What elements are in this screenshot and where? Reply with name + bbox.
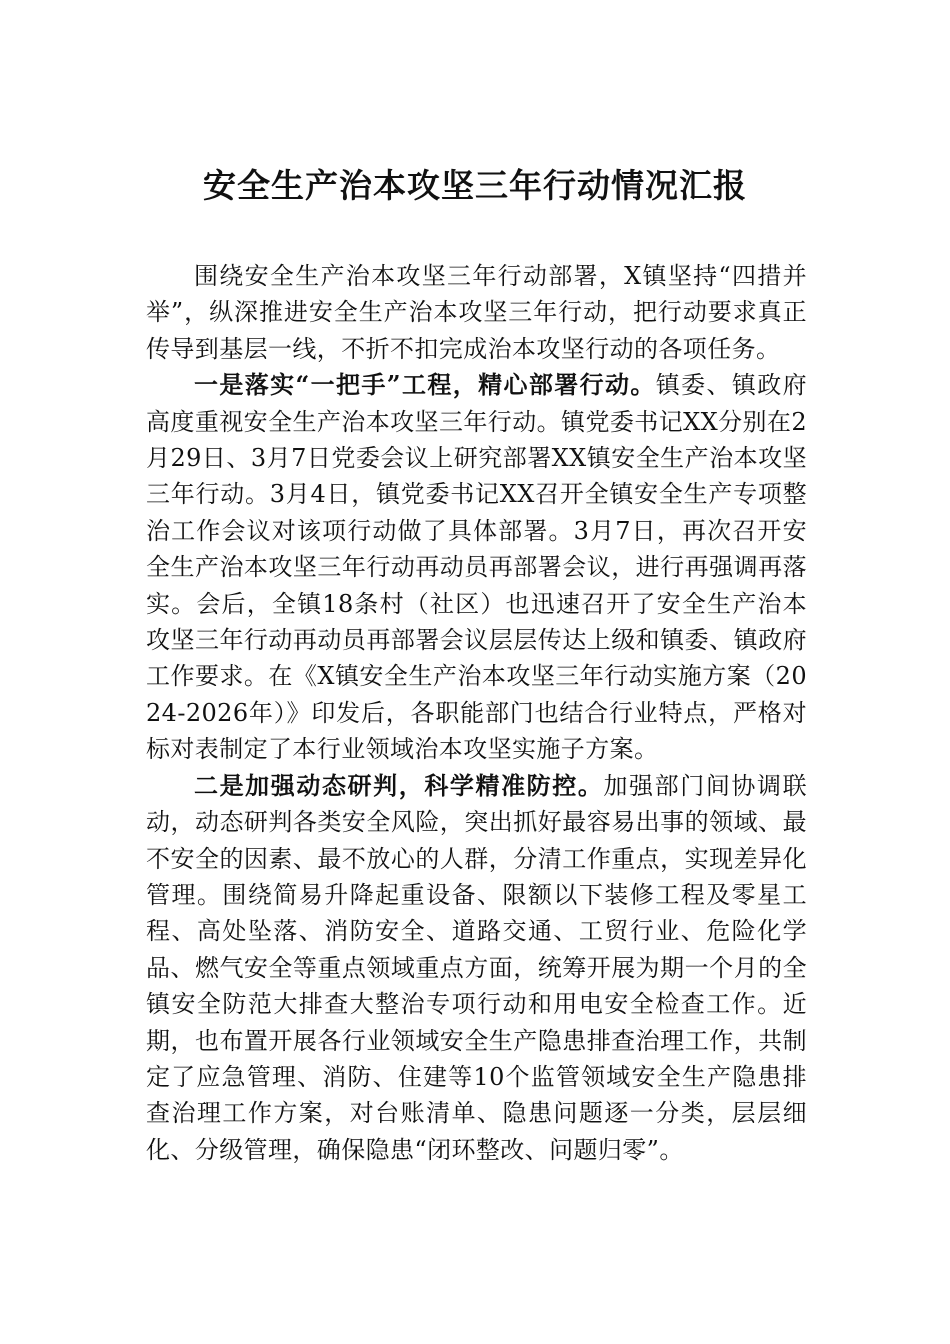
section-paragraph-2 xyxy=(146,768,807,1168)
section-paragraph-1 xyxy=(146,367,807,767)
document-body xyxy=(146,258,807,1168)
document-title: 安全生产治本攻坚三年行动情况汇报 xyxy=(203,166,747,205)
section-heading-1: 一是落实“一把手”工程，精心部署行动。 xyxy=(194,370,656,400)
section-text-2: 加强部门间协调联动，动态研判各类安全风险，突出抓好最容易出事的领域、最不安全的因素、最不放心的人群，分清工作重点，实现差异化管理。围绕简易升降起重设备、限额以下装修工程及零星工程、高处坠落、消防安全、道路交通、工贸行业、危险化学品、燃气安全等重点领域重点方面，统筹开展为期一个月的全镇安全防范大排查大整治专项行动和用电安全检查工作。近期，也布置开展各行业领域安全生产隐患排查治理工作，共制定了应急管理、消防、住建等10个监管领域安全生产隐患排查治理工作方案，对台账清单、隐患问题逐一分类，层层细化、分级管理，确保隐患“闭环整改、问题归零”。 xyxy=(146,771,807,1164)
section-heading-2: 二是加强动态研判，科学精准防控。 xyxy=(194,770,604,800)
section-text-1: 镇委、镇政府高度重视安全生产治本攻坚三年行动。镇党委书记XX分别在2月29日、3月7日党委会议上研究部署XX镇安全生产治本攻坚三年行动。3月4日，镇党委书记XX召开全镇安全生产专项整治工作会议对该项行动做了具体部署。3月7日，再次召开安全生产治本攻坚三年行动再动员再部署会议，进行再强调再落实。会后，全镇18条村（社区）也迅速召开了安全生产治本攻坚三年行动再动员再部署会议层层传达上级和镇委、镇政府工作要求。在《X镇安全生产治本攻坚三年行动实施方案（2024-2026年）》印发后，各职能部门也结合行业特点，严格对标对表制定了本行业领域治本攻坚实施子方案。 xyxy=(146,371,807,764)
intro-paragraph: 围绕安全生产治本攻坚三年行动部署，X镇坚持“四措并举”，纵深推进安全生产治本攻坚三年行动，把行动要求真正传导到基层一线，不折不扣完成治本攻坚行动的各项任务。 xyxy=(146,262,807,363)
